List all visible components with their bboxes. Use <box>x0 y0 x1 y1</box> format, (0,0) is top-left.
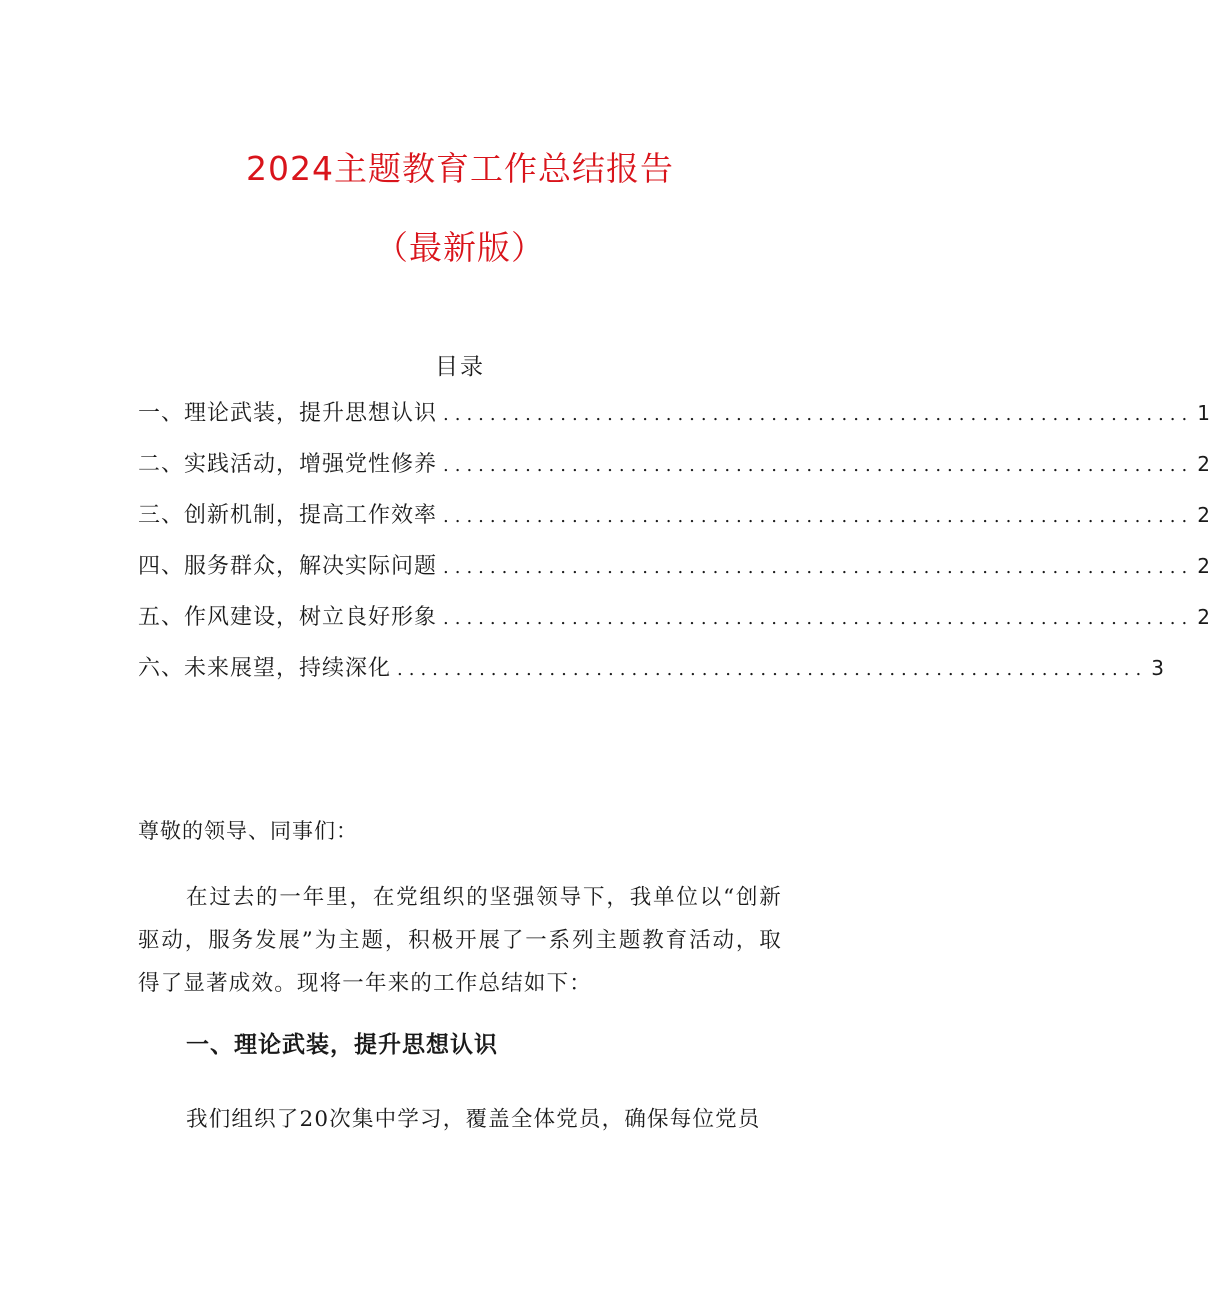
intro-paragraph: 在过去的一年里，在党组织的坚强领导下，我单位以“创新驱动，服务发展”为主题，积极开展了一系列主题教育活动，取得了显著成效。现将一年来的工作总结如下： <box>138 885 782 996</box>
toc-item[interactable] <box>138 396 1211 447</box>
toc-item[interactable] <box>138 447 1211 498</box>
toc-leader-dots: ................................................................ <box>443 608 1194 629</box>
salutation: 尊敬的领导、同事们： <box>138 819 358 843</box>
section-heading: 一、理论武装，提升思想认识 <box>186 1032 498 1058</box>
toc-item[interactable] <box>138 498 1211 549</box>
toc-leader-dots: ................................................................ <box>443 557 1194 578</box>
toc-item-text: 四、服务群众，解决实际问题 <box>138 554 438 579</box>
toc-item-text: 二、实践活动，增强党性修养 <box>138 452 438 477</box>
toc-leader-dots: ................................................................ <box>443 455 1194 476</box>
toc-leader-dots: ................................................................ <box>397 659 1148 680</box>
document-subtitle: （最新版） <box>375 228 545 267</box>
toc-item-page: 2 <box>1197 452 1211 476</box>
toc-heading: 目录 <box>435 354 485 380</box>
toc-leader-dots: ................................................................ <box>443 506 1194 527</box>
toc-item-page: 2 <box>1197 605 1211 629</box>
toc-item[interactable] <box>138 651 1165 702</box>
table-of-contents <box>138 396 1211 702</box>
toc-item-page: 3 <box>1151 656 1165 680</box>
toc-item-text: 五、作风建设，树立良好形象 <box>138 605 438 630</box>
toc-item[interactable] <box>138 600 1211 651</box>
toc-item-page: 2 <box>1197 503 1211 527</box>
toc-item-text: 三、创新机制，提高工作效率 <box>138 503 438 528</box>
toc-item-text: 六、未来展望，持续深化 <box>138 656 392 681</box>
toc-item-page: 1 <box>1197 401 1211 425</box>
toc-leader-dots: ................................................................ <box>443 404 1194 425</box>
toc-item-page: 2 <box>1197 554 1211 578</box>
document-title: 2024主题教育工作总结报告 <box>246 149 674 188</box>
section-paragraph: 我们组织了20次集中学习，覆盖全体党员，确保每位党员 <box>186 1107 761 1132</box>
toc-item-text: 一、理论武装，提升思想认识 <box>138 401 438 426</box>
toc-item[interactable] <box>138 549 1211 600</box>
